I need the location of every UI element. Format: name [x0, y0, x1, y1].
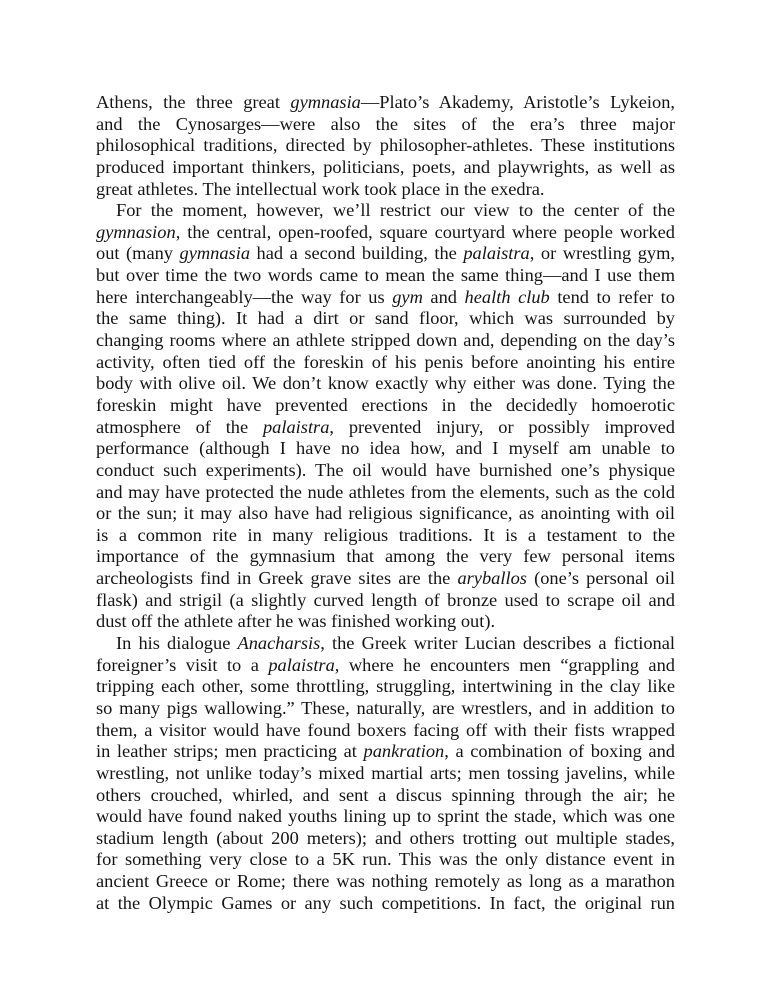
text-line	[96, 525, 675, 547]
text-line	[96, 157, 675, 179]
text-run: produced important thinkers, politicians, poets, and playwrights, as well as	[96, 156, 675, 177]
text-run: archeologists find in Greek grave sites are the	[96, 568, 458, 589]
text-run: performance (although I have no idea how, and I myself am unable to	[96, 438, 675, 459]
text-run: tend to refer to	[549, 286, 675, 307]
text-run: , the Greek writer Lucian describes a fictional	[320, 633, 675, 654]
text-run: the same thing). It had a dirt or sand floor, which was surrounded by	[96, 308, 675, 329]
italic-term: Anacharsis	[237, 633, 321, 654]
italic-term: gymnasia	[290, 92, 361, 112]
text-line	[96, 720, 675, 742]
text-run: but over time the two words came to mean the same thing—and I use them	[96, 265, 675, 286]
text-line	[96, 460, 675, 482]
text-run: , where he encounters men “grappling and	[334, 654, 675, 675]
text-line	[96, 352, 675, 374]
text-line	[96, 243, 675, 265]
text-run: is a common rite in many religious traditions. It is a testament to the	[96, 524, 675, 545]
text-run: had a second building, the	[250, 243, 464, 264]
text-line	[96, 482, 675, 504]
text-run: dust off the athlete after he was finished working out).	[96, 611, 496, 632]
text-run: them, a visitor would have found boxers facing off with their fists wrapped	[96, 719, 675, 740]
text-line	[96, 330, 675, 352]
text-run: ancient Greece or Rome; there was nothing remotely as long as a marathon	[96, 871, 675, 892]
text-run: out (many	[96, 243, 180, 264]
text-run: (one’s personal oil	[526, 568, 676, 589]
text-run: and may have protected the nude athletes from the elements, such as the cold	[96, 481, 675, 502]
text-line	[96, 871, 675, 893]
text-run: activity, often tied off the foreskin of his penis before anointing his entire	[96, 351, 675, 372]
text-run: flask) and strigil (a slightly curved length of bronze used to scrape oil and	[96, 589, 675, 610]
text-run: changing rooms where an athlete stripped down and, depending on the day’s	[96, 330, 675, 351]
text-line	[96, 741, 675, 763]
text-run: philosophical traditions, directed by philosopher-athletes. These institutions	[96, 135, 675, 156]
text-run: here interchangeably—the way for us	[96, 286, 393, 307]
text-line	[96, 503, 675, 525]
text-line	[96, 785, 675, 807]
italic-term: pankration	[363, 741, 445, 762]
text-line	[96, 806, 675, 828]
text-run: conduct such experiments). The oil would have burnished one’s physique	[96, 459, 675, 480]
text-run: , prevented injury, or possibly improved	[329, 416, 675, 437]
paragraph	[96, 200, 675, 633]
text-run: —Plato’s Akademy, Aristotle’s Lykeion,	[360, 92, 675, 112]
text-run: stadium length (about 200 meters); and others trotting out multiple stades,	[96, 827, 675, 848]
text-line	[96, 633, 675, 655]
text-run: would have found naked youths lining up to sprint the stade, which was one	[96, 806, 675, 827]
italic-term: palaistra	[463, 243, 530, 264]
text-line	[96, 395, 675, 417]
italic-term: health club	[464, 286, 550, 307]
text-line	[96, 114, 675, 136]
text-run: so many pigs wallowing.” These, naturally, are wrestlers, and in addition to	[96, 697, 675, 718]
text-run: For the moment, however, we’ll restrict our view to the center of the	[116, 200, 675, 221]
paragraph	[96, 92, 675, 200]
text-line	[96, 763, 675, 785]
text-run: In his dialogue	[116, 633, 238, 654]
text-line	[96, 893, 675, 915]
text-run: and the Cynosarges—were also the sites of the era’s three major	[96, 113, 675, 134]
text-run: or the sun; it may also have had religious significance, as anointing with oil	[96, 503, 675, 524]
text-run: others crouched, whirled, and sent a discus spinning through the air; he	[96, 784, 675, 805]
italic-term: aryballos	[457, 568, 527, 589]
text-run: , the central, open-roofed, square courtyard where people worked	[175, 221, 675, 242]
text-run: foreskin might have prevented erections in the decidedly homoerotic	[96, 394, 675, 415]
italic-term: gymnasia	[179, 243, 251, 264]
text-line	[96, 698, 675, 720]
text-line	[96, 92, 675, 114]
text-line	[96, 611, 675, 633]
paragraph	[96, 633, 675, 914]
text-run: atmosphere of the	[96, 416, 263, 437]
text-line	[96, 655, 675, 677]
text-run: foreigner’s visit to a	[96, 654, 269, 675]
italic-term: gym	[392, 286, 423, 307]
text-run: wrestling, not unlike today’s mixed martial arts; men tossing javelins, while	[96, 762, 675, 783]
text-run: Athens, the three great	[96, 92, 291, 112]
italic-term: palaistra	[262, 416, 330, 437]
text-line	[96, 546, 675, 568]
text-run: tripping each other, some throttling, struggling, intertwining in the clay like	[96, 676, 675, 697]
text-run: for something very close to a 5K run. This was the only distance event in	[96, 849, 675, 870]
italic-term: gymnasion	[96, 221, 176, 242]
text-line	[96, 287, 675, 309]
text-line	[96, 828, 675, 850]
text-run: and	[422, 286, 465, 307]
text-line	[96, 265, 675, 287]
text-line	[96, 373, 675, 395]
text-line	[96, 676, 675, 698]
text-run: importance of the gymnasium that among the very few personal items	[96, 546, 675, 567]
text-run: great athletes. The intellectual work took place in the exedra.	[96, 178, 545, 199]
text-line	[96, 179, 675, 201]
text-line	[96, 308, 675, 330]
text-line	[96, 222, 675, 244]
text-run: in leather strips; men practicing at	[96, 741, 364, 762]
text-line	[96, 200, 675, 222]
text-line	[96, 590, 675, 612]
text-line	[96, 135, 675, 157]
text-run: , a combination of boxing and	[444, 741, 675, 762]
text-line	[96, 849, 675, 871]
text-run: , or wrestling gym,	[529, 243, 675, 264]
body-text	[96, 92, 675, 914]
text-line	[96, 568, 675, 590]
text-run: at the Olympic Games or any such competitions. In fact, the original run	[96, 892, 675, 913]
text-line	[96, 438, 675, 460]
italic-term: palaistra	[268, 654, 335, 675]
text-run: body with olive oil. We don’t know exactly why either was done. Tying the	[96, 373, 675, 394]
text-line	[96, 417, 675, 439]
